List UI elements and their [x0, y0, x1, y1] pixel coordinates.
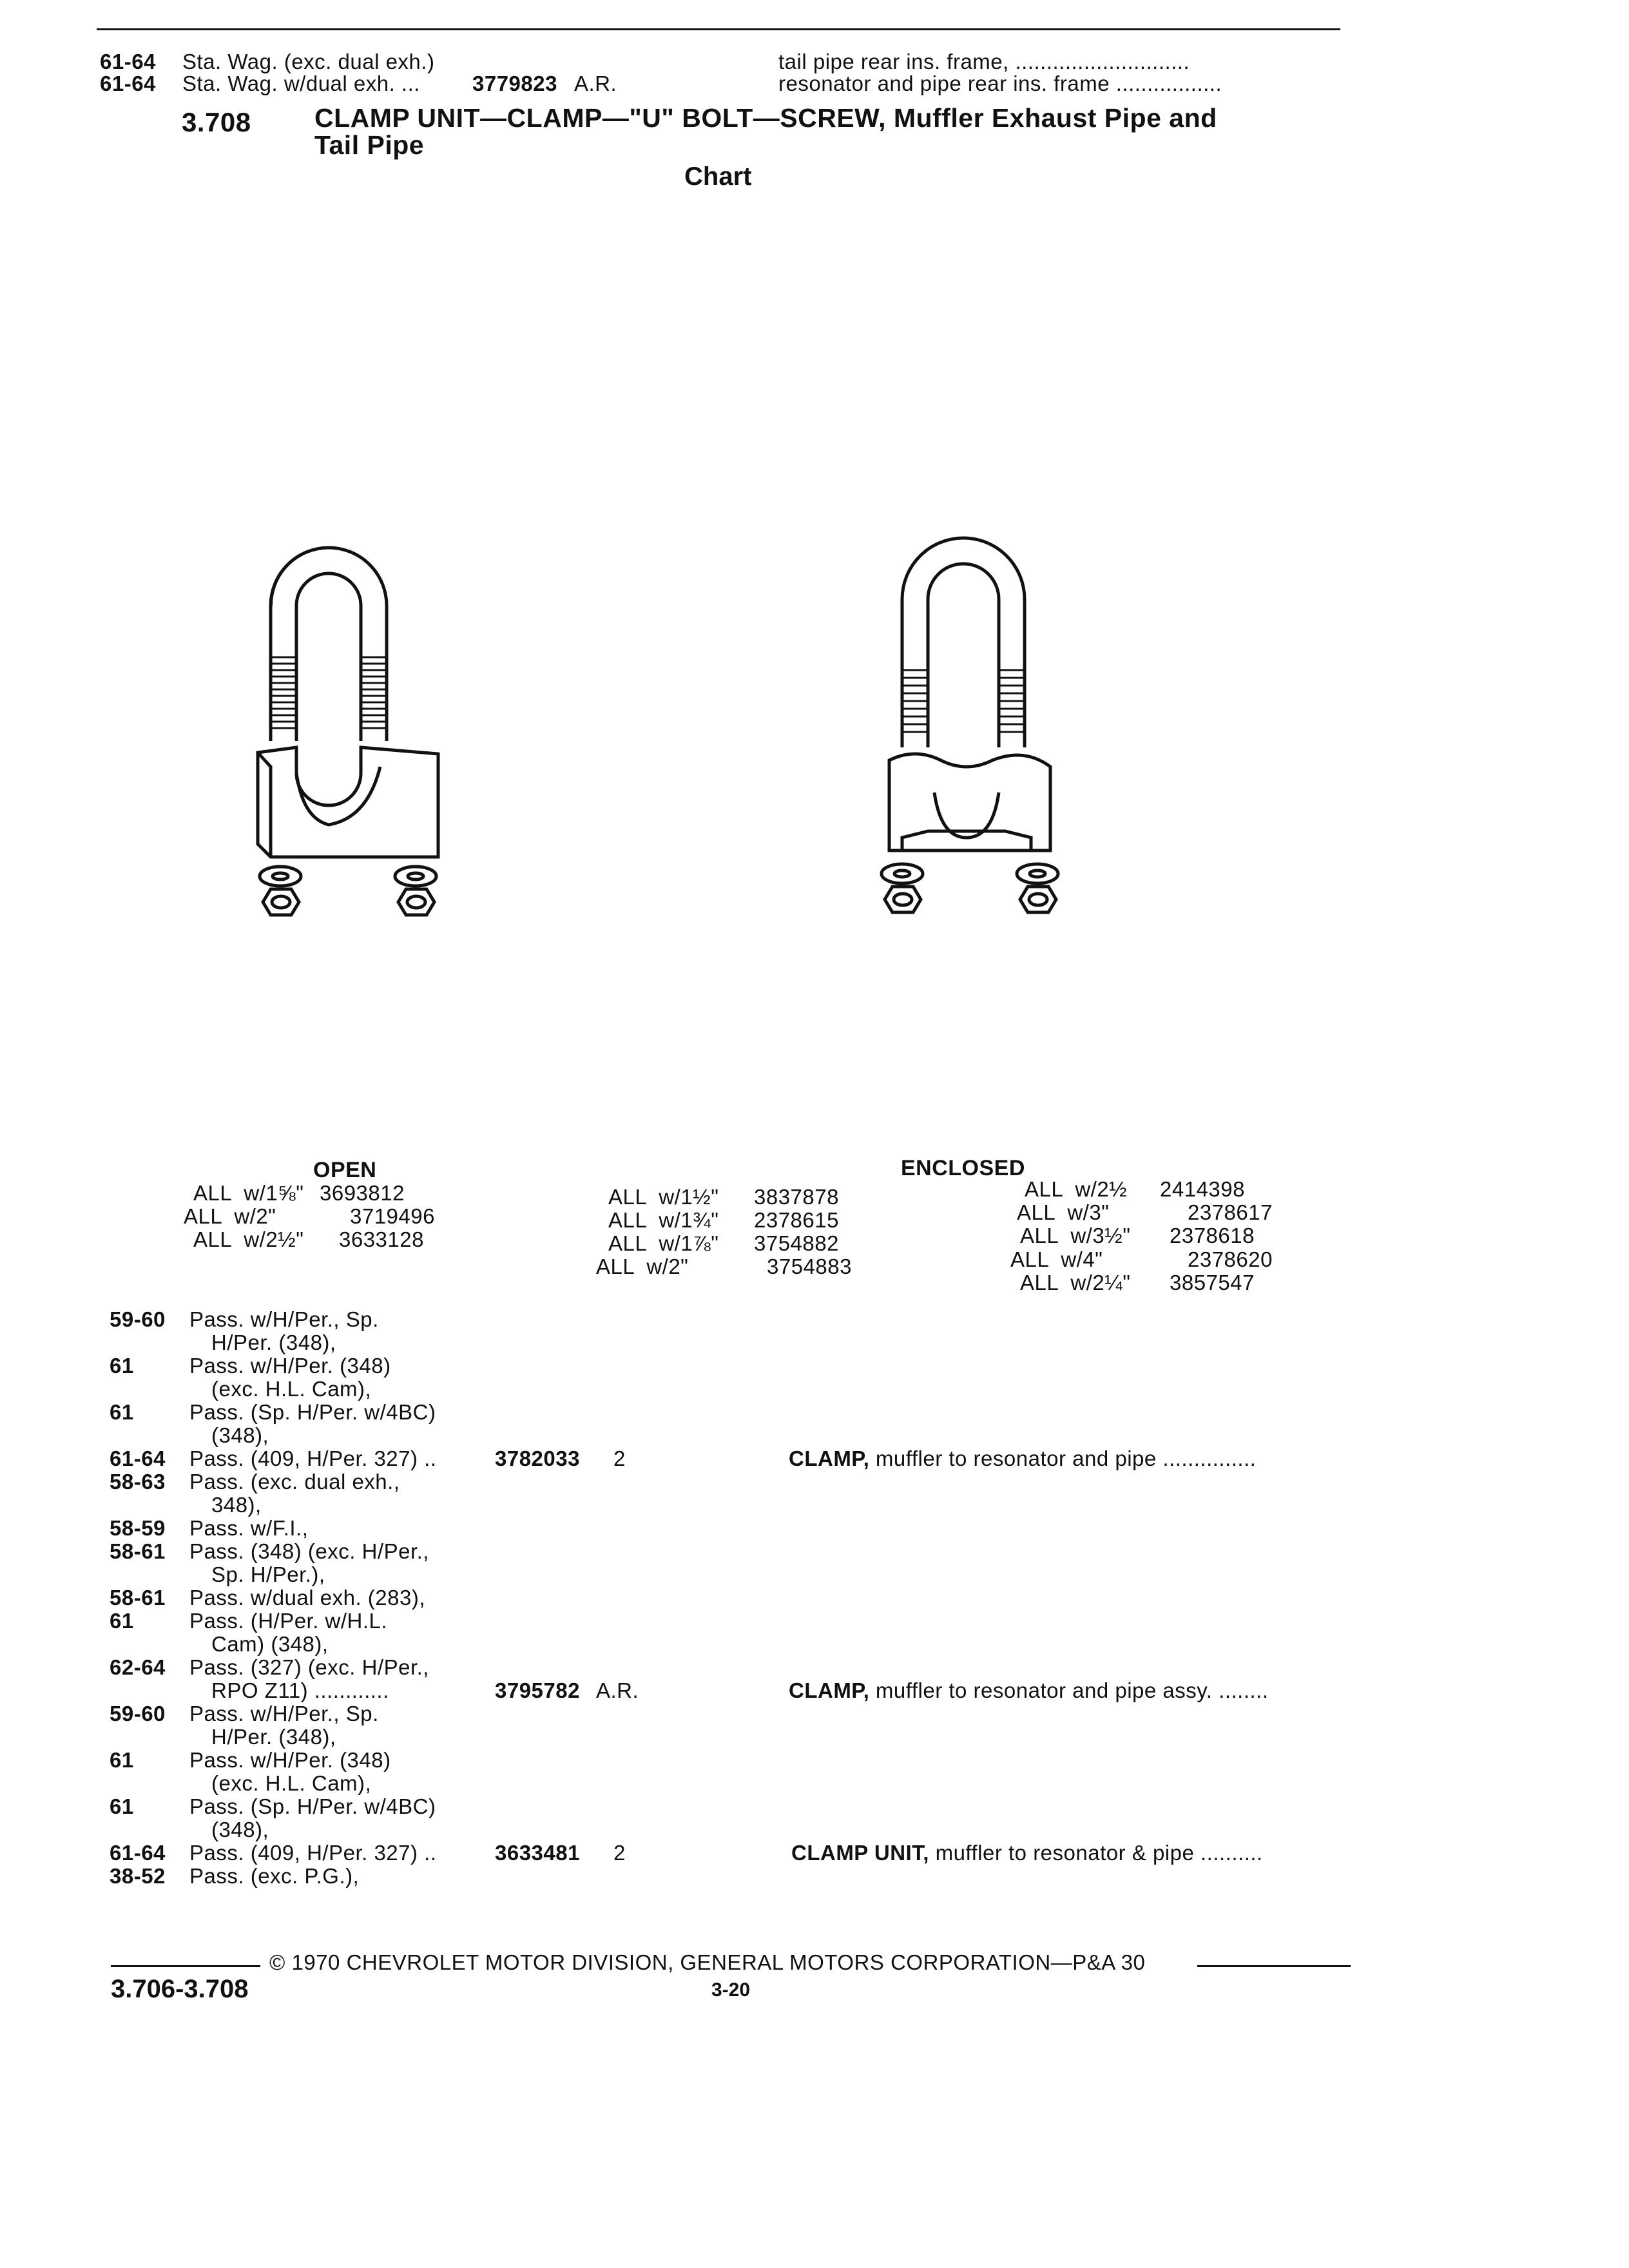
application-line: Pass. w/H/Per. (348): [189, 1748, 391, 1772]
application-line: Pass. (348) (exc. H/Per.,: [189, 1539, 429, 1563]
top-line-text: Sta. Wag. w/dual exh. ...: [182, 72, 420, 95]
application-line: Pass. w/H/Per., Sp.: [189, 1702, 379, 1725]
application-quantity: A.R.: [596, 1678, 639, 1702]
top-line-quantity: A.R.: [574, 72, 617, 95]
application-description: [789, 1447, 1256, 1470]
application-line: H/Per. (348),: [211, 1331, 336, 1354]
footer-copyright: © 1970 CHEVROLET MOTOR DIVISION, GENERAL MOTORS CORPORATION—P&A 30: [269, 1950, 1146, 1974]
enclosed-row-part: 2378617: [1188, 1200, 1273, 1224]
application-quantity: 2: [613, 1841, 626, 1865]
application-line: Pass. (327) (exc. H/Per.,: [189, 1655, 429, 1679]
top-line-part-number: 3779823: [472, 72, 557, 95]
applications-list: [110, 0, 1347, 2268]
section-number: 3.708: [182, 107, 251, 137]
top-line-desc: resonator and pipe rear ins. frame .................: [778, 72, 1222, 95]
application-part-number: 3795782: [495, 1678, 580, 1702]
enclosed-row-part: 3754883: [767, 1254, 852, 1278]
open-row-size: ALL w/2": [184, 1204, 276, 1228]
enclosed-row-size: ALL w/2½: [1025, 1177, 1128, 1201]
open-row-size: ALL w/1⅝": [193, 1181, 304, 1205]
application-line: Pass. (Sp. H/Per. w/4BC): [189, 1400, 436, 1424]
application-line: Pass. (exc. dual exh.,: [189, 1470, 400, 1494]
section-title-line1: CLAMP UNIT—CLAMP—"U" BOLT—SCREW, Muffler Exhaust Pipe and: [314, 103, 1217, 133]
top-line-years: 61-64: [100, 72, 156, 95]
application-description-text: muffler to resonator and pipe assy. ........: [875, 1678, 1269, 1702]
footer-rule-left: [111, 1965, 260, 1967]
chart-label: Chart: [684, 162, 752, 191]
application-description: [789, 1679, 1269, 1702]
open-row-size: ALL w/2½": [193, 1227, 304, 1251]
enclosed-row-size: ALL w/4": [1010, 1247, 1103, 1271]
enclosed-row-part: 3754882: [754, 1231, 839, 1255]
application-years: 58-61: [110, 1586, 166, 1610]
application-line: Cam) (348),: [211, 1632, 329, 1656]
section-title-line2: Tail Pipe: [314, 130, 425, 160]
application-years: 61-64: [110, 1841, 166, 1865]
top-line-text: Sta. Wag. (exc. dual exh.): [182, 50, 435, 73]
application-description-name: CLAMP,: [789, 1678, 870, 1702]
enclosed-label: ENCLOSED: [901, 1156, 1025, 1180]
enclosed-row-part: 2378615: [754, 1208, 839, 1232]
application-line: (348),: [211, 1423, 269, 1447]
application-years: 61: [110, 1794, 134, 1818]
application-description-text: muffler to resonator & pipe ..........: [935, 1841, 1263, 1865]
enclosed-row-size: ALL w/3": [1017, 1200, 1110, 1224]
application-line: Pass. w/H/Per. (348): [189, 1354, 391, 1378]
footer-rule-right: [1197, 1965, 1351, 1967]
open-label: OPEN: [313, 1158, 377, 1182]
application-line: Pass. (Sp. H/Per. w/4BC): [189, 1794, 436, 1818]
application-line: Pass. (409, H/Per. 327) ..: [189, 1446, 437, 1470]
application-quantity: 2: [613, 1446, 626, 1470]
application-line: Pass. (409, H/Per. 327) ..: [189, 1841, 437, 1865]
enclosed-row-part: 2414398: [1160, 1177, 1245, 1201]
application-years: 61: [110, 1748, 134, 1772]
application-line: Pass. w/F.I.,: [189, 1516, 309, 1540]
application-line: Pass. (H/Per. w/H.L.: [189, 1609, 388, 1633]
application-years: 58-59: [110, 1516, 166, 1540]
footer-section-range: 3.706-3.708: [111, 1975, 249, 2003]
application-line: (exc. H.L. Cam),: [211, 1377, 372, 1401]
application-years: 61: [110, 1400, 134, 1424]
application-line: Pass. (exc. P.G.),: [189, 1864, 360, 1888]
open-row-part: 3719496: [350, 1204, 435, 1228]
application-years: 58-63: [110, 1470, 166, 1494]
enclosed-row-size: ALL w/3½": [1020, 1224, 1131, 1247]
footer-page-number: 3-20: [711, 1979, 751, 2001]
application-years: 61: [110, 1354, 134, 1378]
enclosed-row-size: ALL w/1½": [608, 1185, 719, 1209]
top-line-desc: tail pipe rear ins. frame, ............................: [778, 50, 1190, 73]
application-description-name: CLAMP UNIT,: [791, 1841, 929, 1865]
enclosed-row-part: 2378620: [1188, 1247, 1273, 1271]
application-years: 62-64: [110, 1655, 166, 1679]
application-line: 348),: [211, 1493, 262, 1517]
application-part-number: 3633481: [495, 1841, 580, 1865]
application-years: 61: [110, 1609, 134, 1633]
open-row-part: 3693812: [320, 1181, 405, 1205]
application-part-number: 3782033: [495, 1446, 580, 1470]
top-line-years: 61-64: [100, 50, 156, 73]
enclosed-row-size: ALL w/2¼": [1020, 1271, 1131, 1294]
application-line: Pass. w/H/Per., Sp.: [189, 1307, 379, 1331]
enclosed-row-part: 3837878: [754, 1185, 839, 1209]
application-line: RPO Z11) ............: [211, 1678, 389, 1702]
enclosed-row-part: 2378618: [1170, 1224, 1255, 1247]
application-years: 58-61: [110, 1539, 166, 1563]
application-description-text: muffler to resonator and pipe ...............: [875, 1446, 1257, 1470]
open-row-part: 3633128: [339, 1227, 424, 1251]
application-description: [791, 1841, 1263, 1865]
application-years: 59-60: [110, 1307, 166, 1331]
application-years: 38-52: [110, 1864, 166, 1888]
application-description-name: CLAMP,: [789, 1446, 870, 1470]
application-line: H/Per. (348),: [211, 1725, 336, 1749]
enclosed-row-part: 3857547: [1170, 1271, 1255, 1294]
enclosed-row-size: ALL w/1⅞": [608, 1231, 719, 1255]
enclosed-row-size: ALL w/1¾": [608, 1208, 719, 1232]
application-line: (348),: [211, 1818, 269, 1841]
application-line: Sp. H/Per.),: [211, 1562, 325, 1586]
application-line: Pass. w/dual exh. (283),: [189, 1586, 426, 1610]
application-years: 59-60: [110, 1702, 166, 1725]
enclosed-row-size: ALL w/2": [596, 1254, 689, 1278]
application-line: (exc. H.L. Cam),: [211, 1771, 372, 1795]
application-years: 61-64: [110, 1446, 166, 1470]
